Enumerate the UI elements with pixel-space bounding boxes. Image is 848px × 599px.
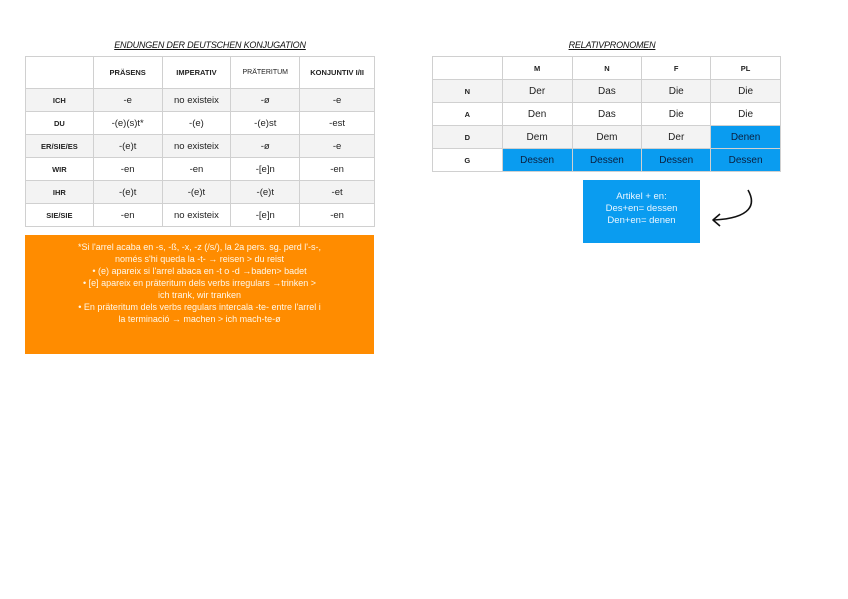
table-cell: Dem — [502, 126, 572, 149]
note-line: ich trank, wir tranken — [157, 290, 242, 300]
table-cell: Den — [502, 103, 572, 126]
relative-table — [432, 56, 781, 172]
table-cell: -(e)(s)t* — [93, 112, 162, 135]
row-label: ICH — [26, 89, 94, 112]
table-cell: Die — [711, 103, 781, 126]
row-label: WIR — [26, 158, 94, 181]
table-cell: -et — [300, 181, 375, 204]
row-label: SIE/SIE — [26, 204, 94, 227]
row-label: DU — [26, 112, 94, 135]
table-cell: Der — [502, 80, 572, 103]
table-cell: -e — [93, 89, 162, 112]
table-row — [26, 89, 375, 112]
table-cell-highlighted: Dessen — [642, 149, 711, 172]
conjugation-table — [25, 56, 375, 227]
table-cell: Das — [572, 80, 642, 103]
table-cell: -(e)t — [93, 181, 162, 204]
row-label: N — [433, 80, 503, 103]
header-corner — [433, 57, 503, 80]
curved-arrow-icon — [708, 186, 758, 230]
header-f: F — [642, 57, 711, 80]
table-row — [433, 80, 781, 103]
table-cell: no existeix — [162, 204, 231, 227]
table-cell-highlighted: Dessen — [572, 149, 642, 172]
table-cell: Der — [642, 126, 711, 149]
row-label: ER/SIE/ES — [26, 135, 94, 158]
table-cell-highlighted: Dessen — [711, 149, 781, 172]
table-cell-highlighted: Denen — [711, 126, 781, 149]
table-cell: -[e]n — [231, 158, 300, 181]
note-line: la terminació → machen > ich mach-te-ø — [118, 314, 281, 324]
table-cell: -en — [300, 204, 375, 227]
table-row — [26, 112, 375, 135]
table-row — [26, 158, 375, 181]
table-cell: -ø — [231, 135, 300, 158]
table-cell: no existeix — [162, 89, 231, 112]
table-row — [26, 181, 375, 204]
header-prateritum: PRÄTERITUM — [231, 57, 300, 89]
table-cell: -(e)st — [231, 112, 300, 135]
table-cell: Die — [642, 103, 711, 126]
table-cell: -en — [162, 158, 231, 181]
table-cell: Die — [711, 80, 781, 103]
table-cell: Dem — [572, 126, 642, 149]
header-pl: PL — [711, 57, 781, 80]
table-cell: -(e)t — [162, 181, 231, 204]
table-cell: -(e)t — [231, 181, 300, 204]
header-imperativ: IMPERATIV — [162, 57, 231, 89]
table-row — [26, 135, 375, 158]
table-cell: Das — [572, 103, 642, 126]
relative-note — [583, 180, 700, 243]
table-cell: -en — [93, 158, 162, 181]
table-row — [433, 103, 781, 126]
table-row — [433, 149, 781, 172]
table-row — [433, 126, 781, 149]
table-row — [26, 204, 375, 227]
table-cell: -(e) — [162, 112, 231, 135]
table-cell: no existeix — [162, 135, 231, 158]
table-cell: Die — [642, 80, 711, 103]
table-cell-highlighted: Dessen — [502, 149, 572, 172]
note-line: només s'hi queda la -t- → reisen > du reist — [114, 254, 285, 264]
note-line: • En präteritum dels verbs regulars intercala -te- entre l'arrel i — [78, 302, 321, 312]
header-konjunktiv: KONJUNTIV I/II — [300, 57, 375, 89]
table-cell: -[e]n — [231, 204, 300, 227]
table-cell: -en — [93, 204, 162, 227]
header-m: M — [502, 57, 572, 80]
table-cell: -est — [300, 112, 375, 135]
relative-title: RELATIVPRONOMEN — [568, 40, 656, 50]
row-label: G — [433, 149, 503, 172]
table-cell: -e — [300, 89, 375, 112]
row-label: D — [433, 126, 503, 149]
note-line: • [e] apareix en präteritum dels verbs irregulars →trinken > — [82, 278, 316, 288]
note-line: Des+en= dessen — [605, 203, 678, 214]
table-cell: -(e)t — [93, 135, 162, 158]
conjugation-title: ENDUNGEN DER DEUTSCHEN KONJUGATION — [114, 40, 306, 50]
table-cell: -ø — [231, 89, 300, 112]
conjugation-note — [25, 235, 374, 354]
table-cell: -en — [300, 158, 375, 181]
header-n: N — [572, 57, 642, 80]
header-prasens: PRÄSENS — [93, 57, 162, 89]
note-line: *Si l'arrel acaba en -s, -ß, -x, -z (/s/), la 2a pers. sg. perd l'-s-, — [77, 242, 321, 252]
table-cell: -e — [300, 135, 375, 158]
header-corner — [26, 57, 94, 89]
note-line: Den+en= denen — [607, 215, 676, 226]
note-line: Artikel + en: — [616, 191, 667, 202]
row-label: A — [433, 103, 503, 126]
note-line: • (e) apareix si l'arrel abaca en -t o -d →baden> badet — [92, 266, 307, 276]
row-label: IHR — [26, 181, 94, 204]
